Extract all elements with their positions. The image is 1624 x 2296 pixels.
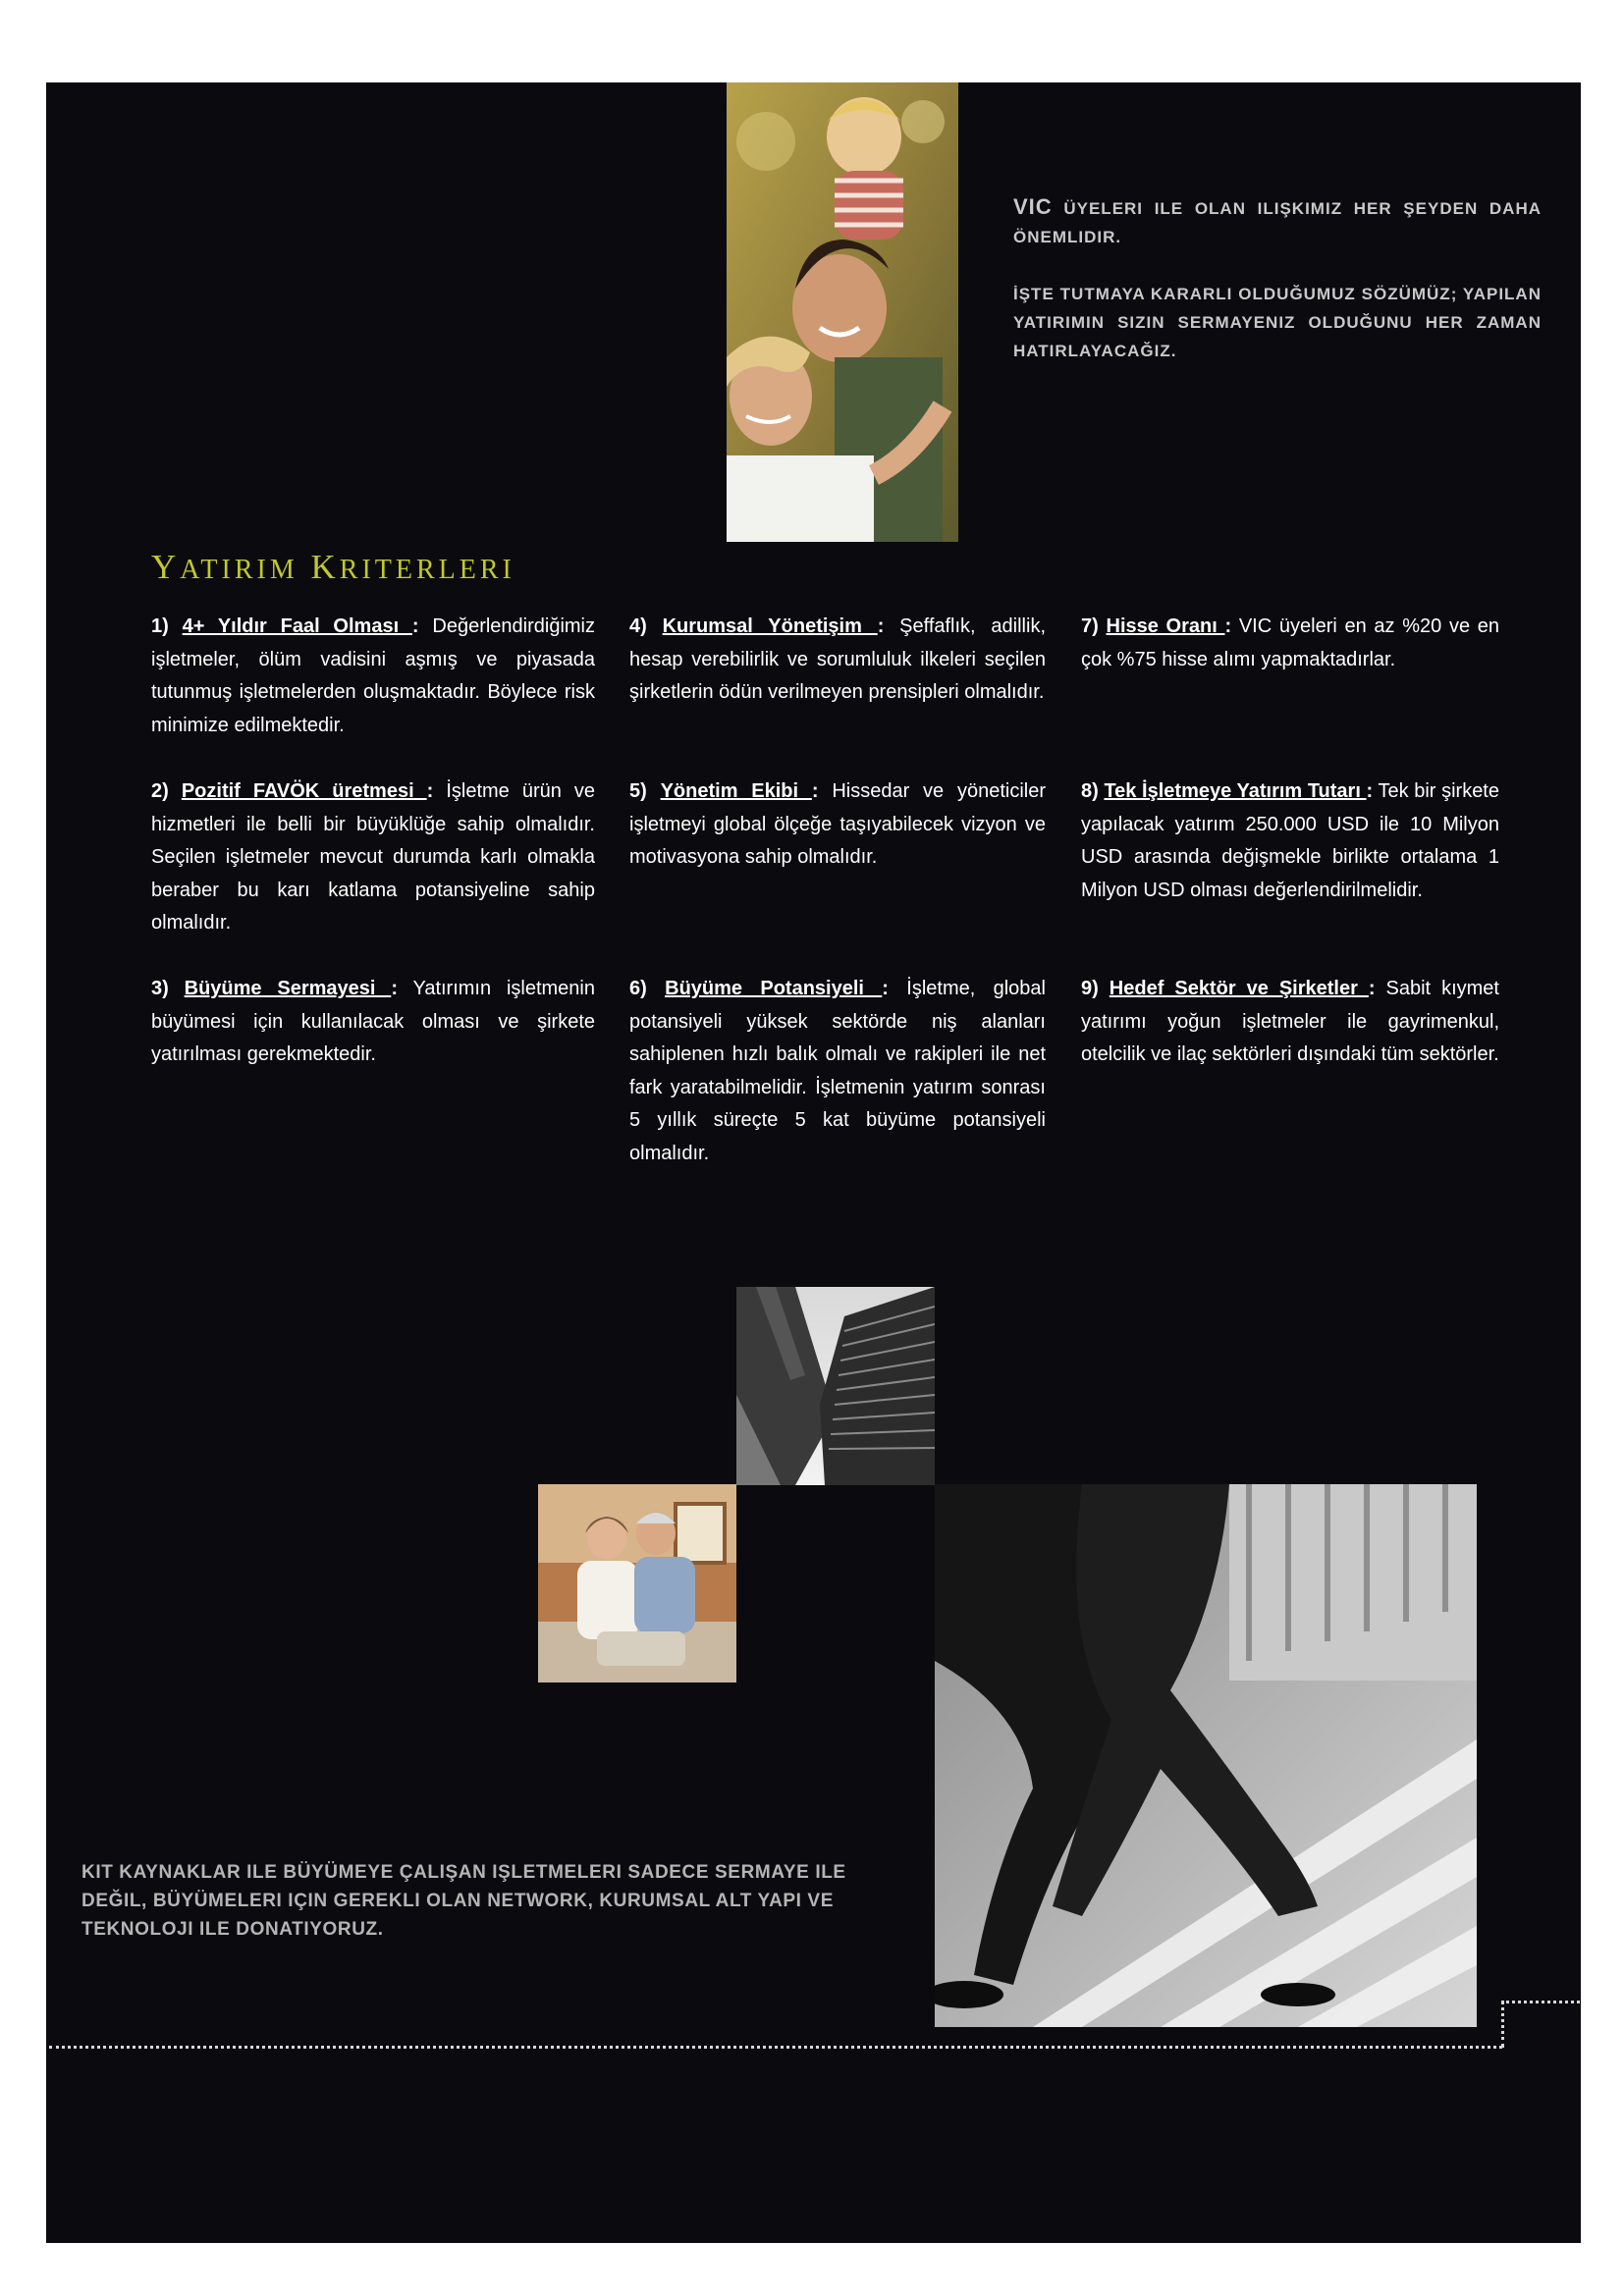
top-quote bbox=[1013, 192, 1542, 394]
criterion-1: 1) 4+ Yıldır Faal Olması : Değerlendirdiğimiz işletmeler, ölüm vadisini aşmış ve piyasada tutunmuş işletmelerden oluşmaktadır. Böylece risk minimize edilmektedir. bbox=[151, 615, 596, 736]
skyscraper-photo bbox=[736, 1287, 935, 1485]
family-photo bbox=[727, 82, 958, 542]
criterion-8: 8) Tek İşletmeye Yatırım Tutarı : Tek bir şirkete yapılacak yatırım 250.000 USD ile 10 Milyon USD arasında değişmekle birlikte ortalama 1 Milyon USD olması değerlendirilmelidir. bbox=[1081, 780, 1499, 901]
bottom-quote: KIT KAYNAKLAR ILE BÜYÜMEYE ÇALIŞAN IŞLETMELERI SADECE SERMAYE ILE DEĞIL, BÜYÜMELERI IÇIN GEREKLI OLAN NETWORK, KURUMSAL ALT YAPI VE TEKNOLOJI ILE DONATIYORUZ. bbox=[81, 1862, 846, 1940]
criterion-6: 6) Büyüme Potansiyeli : İşletme, global potansiyeli yüksek sektörde niş alanları sahiplenen hızlı balık olmalı ve rakipleri ile net fark yaratabilmelidir. İşletmenin yatırım sonrası 5 yıllık süreçte 5 kat büyüme potansiyeli olmalıdır. bbox=[629, 978, 1046, 1164]
criterion-5: 5) Yönetim Ekibi : Hissedar ve yöneticiler işletmeyi global ölçeğe taşıyabilecek vizyon ve motivasyona sahip olmalıdır. bbox=[629, 780, 1046, 868]
dotted-line-right bbox=[1501, 2001, 1580, 2003]
criterion-3: 3) Büyüme Sermayesi : Yatırımın işletmenin büyümesi için kullanılacak olması ve şirkete yatırılması gerekmektedir. bbox=[151, 978, 595, 1065]
criterion-4: 4) Kurumsal Yönetişim : Şeffaflık, adillik, hesap verebilirlik ve sorumluluk ilkeleri seçilen şirketlerin ödün verilmeyen prensipleri olmalıdır. bbox=[629, 615, 1046, 703]
walking-photo bbox=[935, 1484, 1477, 2027]
criterion-9: 9) Hedef Sektör ve Şirketler : Sabit kıymet yatırımı yoğun işletmeler ile gayrimenkul, otelcilik ve ilaç sektörleri dışındaki tüm sektörler. bbox=[1081, 978, 1499, 1065]
criterion-2: 2) Pozitif FAVÖK üretmesi : İşletme ürün ve hizmetleri ile belli bir büyüklüğe sahip olmalıdır. Seçilen işletmeler mevcut durumda karlı olmakla beraber bu karı katlama potansiyeline sahip olmalıdır. bbox=[151, 780, 595, 934]
section-title: YATIRIM KRITERLERI bbox=[151, 548, 515, 586]
vic-lead-word: VIC bbox=[1013, 194, 1053, 219]
dotted-line-bottom bbox=[49, 2046, 1502, 2049]
quote-line-1: ÜYELERI ILE OLAN ILIŞKIMIZ HER ŞEYDEN DAHA ÖNEMLIDIR. bbox=[1013, 199, 1542, 246]
criterion-7: 7) Hisse Oranı : VIC üyeleri en az %20 ve en çok %75 hisse alımı yapmaktadırlar. bbox=[1081, 615, 1500, 670]
quote-line-2: İŞTE TUTMAYA KARARLI OLDUĞUMUZ SÖZÜMÜZ; YAPILAN YATIRIMIN SIZIN SERMAYENIZ OLDUĞUNU HER ZAMAN HATIRLAYACAĞIZ. bbox=[1013, 285, 1542, 360]
dotted-line-vertical bbox=[1501, 2001, 1504, 2048]
couple-photo bbox=[538, 1484, 736, 1682]
